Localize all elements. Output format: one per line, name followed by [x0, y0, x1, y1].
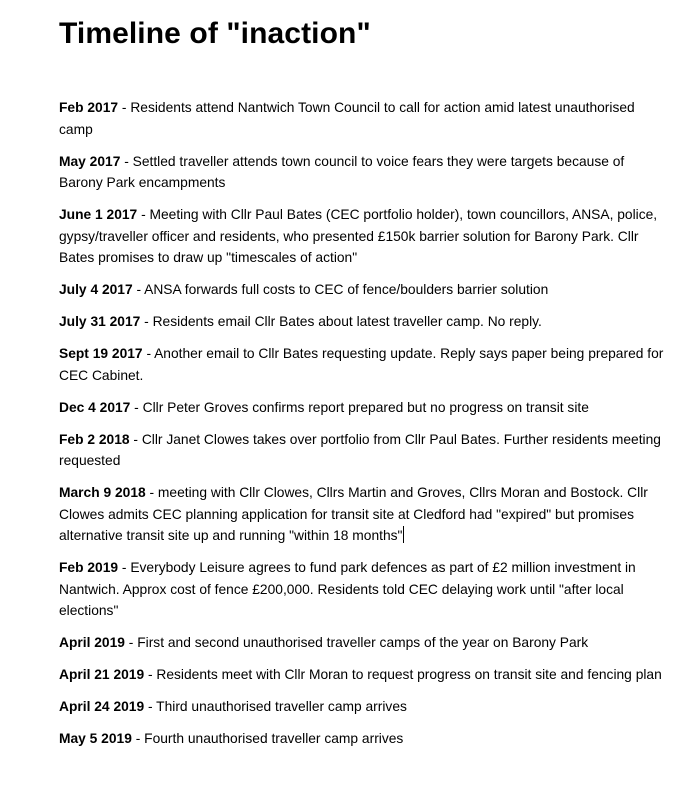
- entry-text: - First and second unauthorised traveller camps of the year on Barony Park: [124, 635, 589, 650]
- timeline-entry: [59, 343, 669, 386]
- entry-text: - Residents meet with Cllr Moran to request progress on transit site and fencing plan: [144, 667, 662, 682]
- entry-text: - meeting with Cllr Clowes, Cllrs Martin and Groves, Cllrs Moran and Bostock. Cllr Clowes admits CEC planning application for transit site at Cledford had "expired" but promises alternative transit site up and running "within 18 months": [59, 485, 648, 543]
- timeline-entry: [59, 557, 669, 622]
- entry-date: Dec 4 2017: [59, 399, 131, 415]
- entry-text: - Residents email Cllr Bates about latest traveller camp. No reply.: [140, 314, 542, 329]
- entry-date: April 21 2019: [59, 667, 145, 682]
- timeline-entry: [59, 151, 669, 194]
- entry-date: March 9 2018: [59, 485, 146, 500]
- timeline-entry: [59, 728, 669, 750]
- timeline-entry: [59, 482, 669, 547]
- text-cursor: [403, 526, 404, 543]
- entry-text: - Residents attend Nantwich Town Council to call for action amid latest unauthorised camp: [59, 100, 635, 137]
- timeline-entry: [59, 664, 669, 686]
- entry-date: Feb 2019: [59, 560, 119, 575]
- timeline-entry: [59, 97, 669, 140]
- entry-text: - Everybody Leisure agrees to fund park defences as part of £2 million investment in Nantwich. Approx cost of fence £200,000. Residents told CEC delaying work until "after local elections": [59, 560, 636, 618]
- timeline-entry: [59, 696, 669, 718]
- entry-text: - Cllr Janet Clowes takes over portfolio from Cllr Paul Bates. Further residents meeting requested: [59, 431, 661, 468]
- timeline-entry: [59, 397, 669, 419]
- timeline-entry: [59, 311, 669, 333]
- entry-date: April 2019: [59, 635, 125, 650]
- entry-date: July 4 2017: [59, 282, 133, 297]
- entry-date: July 31 2017: [59, 314, 141, 329]
- entry-text: - Meeting with Cllr Paul Bates (CEC portfolio holder), town councillors, ANSA, police, gypsy/traveller officer and residents, who presented £150k barrier solution for Barony Park. Cllr Bates promises to draw up "timescales of action": [59, 207, 658, 265]
- entry-text: - Settled traveller attends town council to voice fears they were targets because of Barony Park encampments: [59, 153, 625, 190]
- entry-date: April 24 2019: [59, 699, 145, 714]
- timeline-entry: [59, 204, 669, 269]
- entry-date: Sept 19 2017: [59, 346, 143, 361]
- entry-date: May 5 2019: [59, 731, 132, 746]
- page-title: Timeline of "inaction": [59, 17, 371, 50]
- entry-date: June 1 2017: [59, 207, 138, 222]
- entry-text: - Another email to Cllr Bates requesting update. Reply says paper being prepared for CEC Cabinet.: [59, 346, 664, 383]
- entry-date: Feb 2 2018: [59, 431, 130, 447]
- timeline-entry: [59, 429, 669, 472]
- timeline-entry: [59, 632, 669, 654]
- entry-text: - ANSA forwards full costs to CEC of fence/boulders barrier solution: [132, 282, 549, 297]
- entry-text: - Fourth unauthorised traveller camp arrives: [131, 731, 404, 746]
- entry-date: Feb 2017: [59, 100, 119, 115]
- entry-text: - Cllr Peter Groves confirms report prepared but no progress on transit site: [130, 399, 589, 415]
- entry-date: May 2017: [59, 153, 121, 169]
- timeline-list: [59, 97, 669, 760]
- entry-text: - Third unauthorised traveller camp arrives: [144, 699, 407, 714]
- timeline-entry: [59, 279, 669, 301]
